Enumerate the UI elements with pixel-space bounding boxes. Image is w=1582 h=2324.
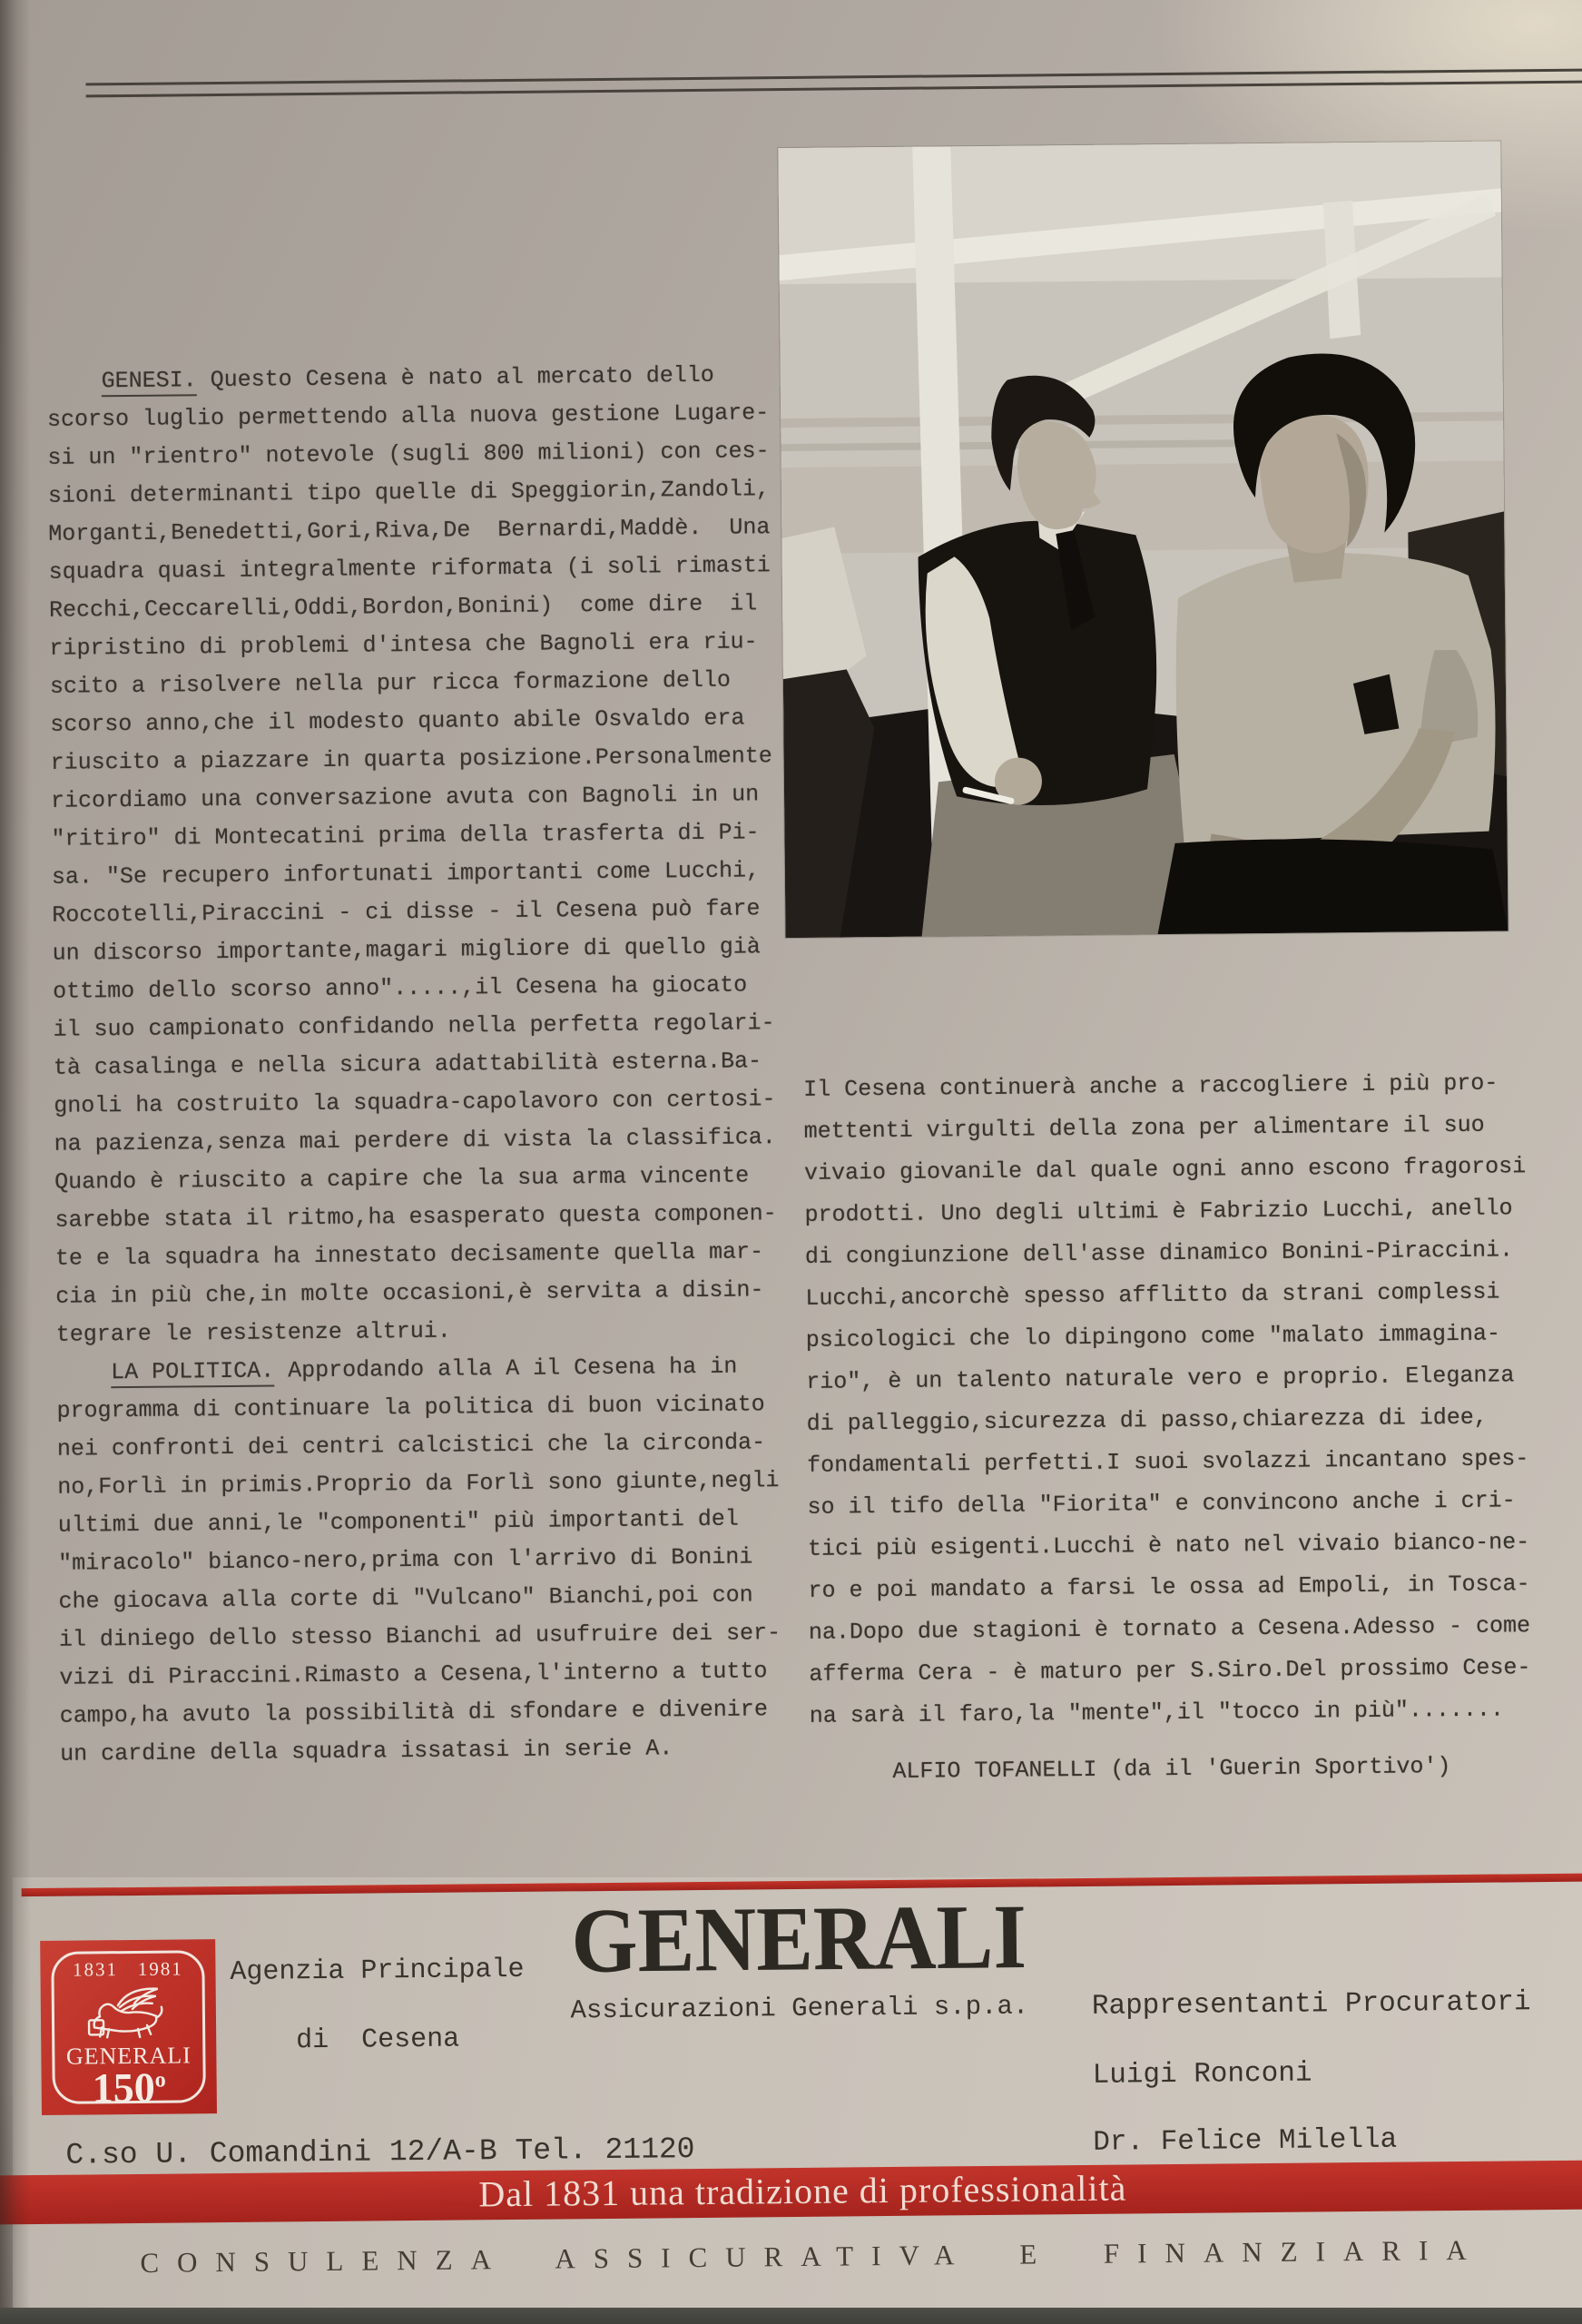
text-line: Roccotelli,Piraccini - ci disse - il Cesena può fare	[52, 895, 761, 929]
text-line: squadra quasi integralmente riformata (i soli rimasti	[48, 552, 771, 586]
text-line: fondamentali perfetti.I suoi svolazzi incantano spes-	[807, 1445, 1529, 1479]
text-line: "miracolo" bianco-nero,prima con l'arrivo di Bonini	[58, 1543, 753, 1577]
generali-winged-lion-icon	[74, 1979, 183, 2048]
text-line: campo,ha avuto la possibilità di sfondare e divenire	[59, 1696, 769, 1729]
text-line: tà casalinga e nella sicura adattabilità esterna.Ba-	[53, 1048, 762, 1081]
text-line: il diniego dello stesso Bianchi ad usufruire dei ser-	[58, 1620, 781, 1653]
logo-years-label: 1831 1981	[72, 1957, 183, 1981]
text-line: GENESI. Questo Cesena è nato al mercato dello	[46, 356, 791, 401]
text-line: riuscito a piazzare in quarta posizione.Personalmente	[50, 743, 772, 776]
text-line: nei confronti dei centri calcistici che la circonda-	[56, 1429, 766, 1462]
text-line: cia in più che,in molte occasioni,è servita a disin-	[55, 1276, 764, 1310]
text-line: na sarà il faro,la "mente",il "tocco in più".......	[809, 1696, 1505, 1729]
text-line: prodotti. Uno degli ultimi è Fabrizio Lucchi, anello	[804, 1195, 1513, 1228]
text-line: Lucchi,ancorchè spesso afflitto da strani complessi	[805, 1278, 1500, 1312]
scan-bottom-edge	[0, 2308, 1582, 2324]
text-line: ripristino di problemi d'intesa che Bagnoli era riu-	[49, 628, 758, 662]
text-line: ottimo dello scorso anno".....,il Cesena ha giocato	[52, 971, 748, 1005]
ad-company-subtitle: Assicurazioni Generali s.p.a.	[570, 1991, 1029, 2026]
underlined-heading: GENESI.	[102, 367, 197, 397]
article-byline: ALFIO TOFANELLI (da il 'Guerin Sportivo')	[892, 1753, 1451, 1785]
text-line: vizi di Piraccini.Rimasto a Cesena,l'interno a tutto	[59, 1658, 768, 1691]
text-line: na pazienza,senza mai perdere di vista la classifica.	[54, 1124, 776, 1157]
text-line: scorso luglio permettendo alla nuova gestione Lugare-	[46, 399, 770, 433]
page-left-edge-shadow	[0, 0, 31, 2324]
text-line: ultimi due anni,le "componenti" più importanti del	[57, 1505, 740, 1539]
text-line: il suo campionato confidando nella perfetta regolari-	[53, 1009, 775, 1043]
text-line: afferma Cera - è maturo per S.Siro.Del prossimo Cese-	[809, 1654, 1531, 1688]
text-line: so il tifo della "Fiorita" e convincono anche i cri-	[807, 1487, 1516, 1521]
text-line: scito a risolvere nella pur ricca formazione dello	[49, 666, 732, 700]
logo-brand-label: GENERALI	[65, 2042, 192, 2070]
ad-agency-line1: Agenzia Principale	[230, 1954, 525, 1988]
text-line: Morganti,Benedetti,Gori,Riva,De Bernardi,Maddè. Una	[48, 514, 771, 547]
text-line: di palleggio,sicurezza di passo,chiarezza di idee,	[806, 1403, 1488, 1437]
article-left-column	[46, 356, 804, 1774]
text-line: tegrare le resistenze altrui.	[55, 1317, 451, 1348]
text-line: sa. "Se recupero infortunati importanti come Lucchi,	[51, 857, 761, 891]
text-line: Il Cesena continuerà anche a raccogliere i più pro-	[803, 1069, 1498, 1103]
text-line: te e la squadra ha innestato decisamente quella mar-	[54, 1238, 764, 1272]
ad-representatives-title: Rappresentanti Procuratori	[1091, 1986, 1531, 2023]
ad-representative-2: Dr. Felice Milella	[1093, 2123, 1398, 2159]
text-line: sarebbe stata il ritmo,ha esasperato questa componen-	[54, 1200, 777, 1234]
text-line: LA POLITICA. Approdando alla A il Cesena ha in	[56, 1347, 801, 1393]
text-line: Quando è riuscito a capire che la sua arma vincente	[54, 1162, 750, 1196]
ad-banner-slogan: Dal 1831 una tradizione di professionalità	[478, 2167, 1127, 2215]
text-line: sioni determinanti tipo quelle di Speggiorin,Zandoli,	[47, 476, 771, 509]
text-line: scorso anno,che il modesto quanto abile Osvaldo era	[50, 704, 745, 738]
bench-photo	[778, 141, 1508, 938]
article-right-column	[803, 1062, 1536, 1738]
ad-footer-line: CONSULENZA ASSICURATIVA E FINANZIARIA	[140, 2233, 1485, 2279]
text-line: "ritiro" di Montecatini prima della trasferta di Pi-	[51, 819, 760, 852]
text-line: ro e poi mandato a farsi le ossa ad Empoli, in Tosca-	[808, 1571, 1530, 1604]
text-line: programma di continuare la politica di buon vicinato	[56, 1391, 765, 1424]
text-line: vivaio giovanile dal quale ogni anno escono fragorosi	[803, 1153, 1527, 1187]
text-line: tici più esigenti.Lucchi è nato nel vivaio bianco-ne-	[807, 1529, 1530, 1562]
underlined-heading: LA POLITICA.	[111, 1357, 274, 1388]
text-line: rio", è un talento naturale vero e proprio. Eleganza	[806, 1362, 1515, 1395]
text-line: di congiunzione dell'asse dinamico Bonini-Piraccini.	[804, 1236, 1514, 1270]
text-line: si un "rientro" notevole (sugli 800 milioni) con ces-	[47, 438, 770, 471]
ad-representative-1: Luigi Ronconi	[1092, 2057, 1312, 2092]
ad-company-title: GENERALI	[570, 1886, 1027, 1993]
text-line: ricordiamo una conversazione avuta con Bagnoli in un	[50, 781, 760, 814]
bench-photo-graphic	[778, 141, 1508, 938]
text-line: gnoli ha costruito la squadra-capolavoro con certosi-	[54, 1086, 776, 1119]
logo-150-label: 150$^o$	[92, 2063, 166, 2112]
text-line: che giocava alla corte di "Vulcano" Bianchi,poi con	[58, 1581, 753, 1615]
text-line: na.Dopo due stagioni è tornato a Cesena.Adesso - come	[808, 1612, 1531, 1646]
text-line: psicologici che lo dipingono come "malato immagina-	[805, 1320, 1501, 1354]
ad-agency-line2: di Cesena	[296, 2024, 460, 2057]
text-line: mettenti virgulti della zona per alimentare il suo	[803, 1111, 1485, 1145]
text-line: no,Forlì in primis.Proprio da Forlì sono giunte,negli	[57, 1467, 780, 1501]
text-line: Recchi,Ceccarelli,Oddi,Bordon,Bonini) come dire il	[48, 590, 758, 624]
text-line: un cardine della squadra issatasi in serie A.	[60, 1735, 673, 1768]
ad-address: C.so U. Comandini 12/A-B Tel. 21120	[65, 2132, 695, 2172]
text-line: un discorso importante,magari migliore di quello già	[52, 933, 761, 967]
